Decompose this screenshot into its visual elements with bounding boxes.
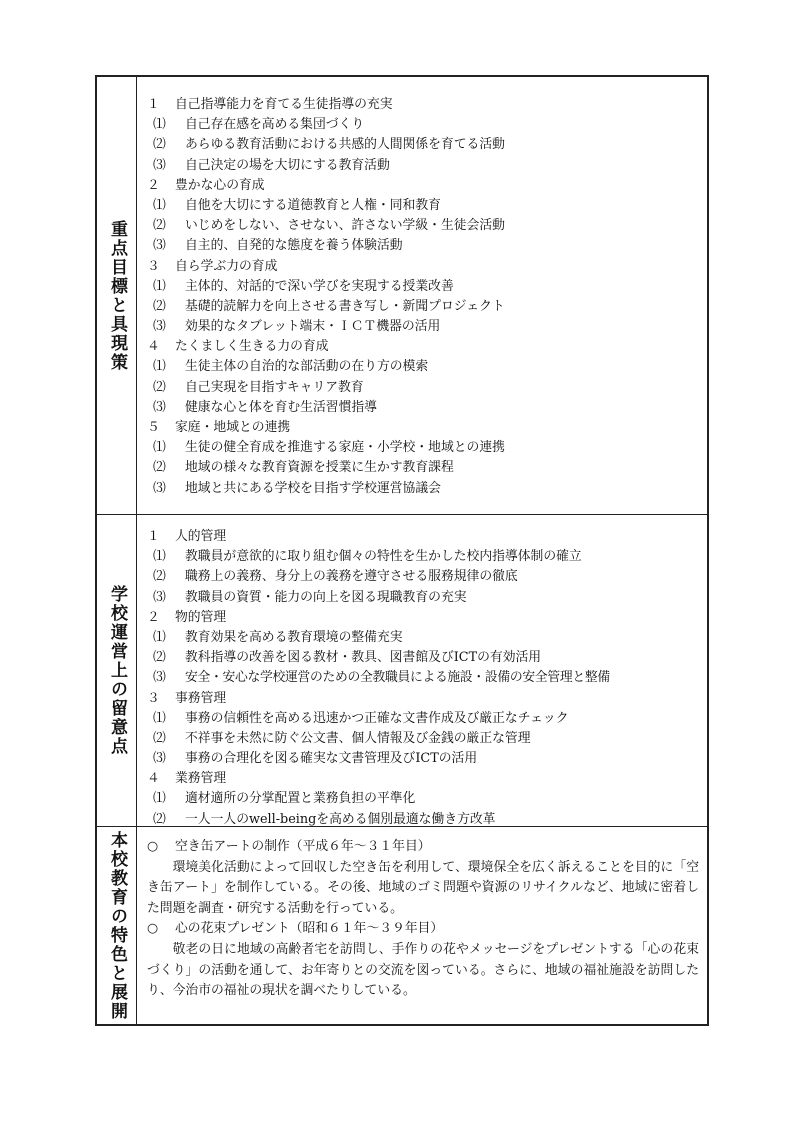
list-item: ⑴ 教育効果を高める教育環境の整備充実 xyxy=(153,629,403,645)
features-row xyxy=(97,826,707,1024)
feature-title: ○ 心の花束プレゼント（昭和６１年～３９年目） xyxy=(147,921,444,937)
list-item: ⑵ 教科指導の改善を図る教材・教具、図書館及びICTの有効活用 xyxy=(153,650,542,666)
list-item: ⑶ 事務の合理化を図る確実な文書管理及びICTの活用 xyxy=(153,751,478,767)
plan-table xyxy=(95,75,709,1026)
list-item: ⑴ 自己存在感を高める集団づくり xyxy=(153,117,365,133)
list-item: ⑴ 生徒の健全育成を推進する家庭・小学校・地域との連携 xyxy=(153,440,505,456)
management-heading-cell xyxy=(97,515,137,826)
list-item: ⑶ 自主的、自発的な態度を養う体験活動 xyxy=(153,238,403,254)
list-item: ⑵ 一人一人のwell-beingを高める個別最適な働き方改革 xyxy=(153,811,496,827)
list-item: ⑵ 不祥事を未然に防ぐ公文書、個人情報及び金銭の厳正な管理 xyxy=(153,730,531,746)
features-heading: 本校教育の特色と展開 xyxy=(107,830,127,1021)
feature-description: 環境美化活動によって回収した空き缶を利用して、環境保全を広く訴えることを目的に「空き缶アート」を制作している。その後、地域のゴミ問題や資源のリサイクルなど、地域に密着した問題を調査・研究する活動を行っている。 xyxy=(147,859,699,916)
management-content xyxy=(137,515,707,826)
list-item: ⑵ いじめをしない、させない、許さない学級・生徒会活動 xyxy=(153,218,505,234)
section-title: ４ たくましく生きる力の育成 xyxy=(147,339,329,355)
section-title: ２ 物的管理 xyxy=(147,609,227,625)
list-item: ⑶ 効果的なタブレット端末・ＩＣＴ機器の活用 xyxy=(153,319,441,335)
list-item: ⑵ 職務上の義務、身分上の義務を遵守させる服務規律の徹底 xyxy=(153,569,518,585)
section-title: ３ 事務管理 xyxy=(147,690,227,706)
focus-heading: 重点目標と具現策 xyxy=(107,219,127,372)
management-row xyxy=(97,514,707,826)
list-item: ⑶ 健康な心と体を育む生活習慣指導 xyxy=(153,399,377,415)
feature-title: ○ 空き缶アートの制作（平成６年～３１年目） xyxy=(147,839,431,854)
list-item: ⑵ あらゆる教育活動における共感的人間関係を育てる活動 xyxy=(153,137,505,153)
focus-row xyxy=(97,77,707,514)
list-item: ⑴ 教職員が意欲的に取り組む個々の特性を生かした校内指導体制の確立 xyxy=(153,549,582,565)
list-item: ⑶ 教職員の資質・能力の向上を図る現職教育の充実 xyxy=(153,589,467,605)
list-item: ⑶ 自己決定の場を大切にする教育活動 xyxy=(153,157,390,173)
section-title: １ 自己指導能力を育てる生徒指導の充実 xyxy=(147,97,393,112)
list-item: ⑴ 適材適所の分掌配置と業務負担の平準化 xyxy=(153,791,416,807)
list-item: ⑶ 地域と共にある学校を目指す学校運営協議会 xyxy=(153,480,441,496)
features-content xyxy=(137,827,707,1024)
section-title: ５ 家庭・地域との連携 xyxy=(147,420,291,435)
focus-heading-cell xyxy=(97,77,137,514)
list-item: ⑴ 主体的、対話的で深い学びを実現する授業改善 xyxy=(153,278,454,294)
section-title: ２ 豊かな心の育成 xyxy=(147,177,265,193)
section-title: ４ 業務管理 xyxy=(147,771,227,787)
list-item: ⑵ 自己実現を目指すキャリア教育 xyxy=(153,379,364,395)
features-heading-cell xyxy=(97,827,137,1024)
list-item: ⑶ 安全・安心な学校運営のための全教職員による施設・設備の安全管理と整備 xyxy=(153,670,610,686)
list-item: ⑵ 地域の様々な教育資源を授業に生かす教育課程 xyxy=(153,460,454,476)
list-item: ⑴ 自他を大切にする道徳教育と人権・同和教育 xyxy=(153,197,441,213)
list-item: ⑴ 事務の信頼性を高める迅速かつ正確な文書作成及び厳正なチェック xyxy=(153,710,569,726)
list-item: ⑵ 基礎的読解力を向上させる書き写し・新聞プロジェクト xyxy=(153,298,505,314)
section-title: ３ 自ら学ぶ力の育成 xyxy=(147,258,278,274)
management-heading: 学校運営上の留意点 xyxy=(107,585,127,756)
list-item: ⑴ 生徒主体の自治的な部活動の在り方の模索 xyxy=(153,359,429,375)
section-title: １ 人的管理 xyxy=(147,529,227,544)
focus-content xyxy=(137,77,707,514)
feature-description: 敬老の日に地域の高齢者宅を訪問し、手作りの花やメッセージをプレゼントする「心の花束づくり」の活動を通して、お年寄りとの交流を図っている。さらに、地域の福祉施設を訪問したり、今治市の福祉の現状を調べたりしている。 xyxy=(147,941,699,999)
